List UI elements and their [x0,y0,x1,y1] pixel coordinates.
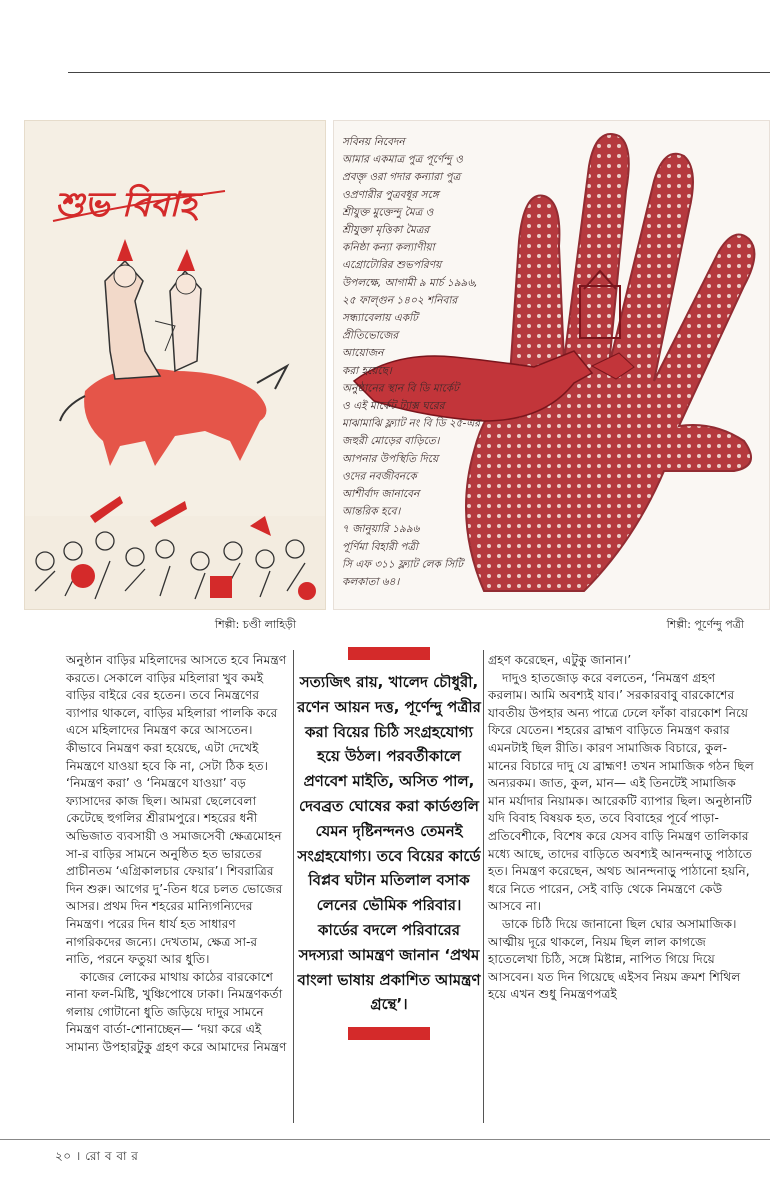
letter-line: কনিষ্ঠা কন্যা কল্যাণীয়া [342,241,435,254]
pull-quote-bottom-bar [348,1027,430,1040]
card-title: শুভ বিবাহ [55,185,197,225]
letter-line: শ্রীযুক্ত মুক্তেন্দু মৈত্র ও [342,206,434,219]
letter-line: উপলক্ষে, আগামী ৯ মার্চ ১৯৯৬, [342,276,478,289]
wedding-card-illustration-right [333,120,770,610]
top-rule [68,72,770,73]
publication-name: রো ব বা র [85,1149,139,1163]
letter-line: মাঝামাঝি ফ্ল্যাট নং বি ডি ২৫-এর [342,417,481,430]
right-paragraph-3: ডাকে চিঠি দিয়ে জানানো ছিল ঘোর অসামাজিক। আত্মীয় দূরে থাকলে, নিয়ম ছিল লাল কাগজে হাতেলেখা চিঠি, সঙ্গে মিষ্টান্ন, নাপিত গিয়ে দিয়ে আসবেন। যত দিন গিয়েছে এইসব নিয়ম ক্রমশ শিথিল হয়ে এখন শুধু নিমন্ত্রণপত্রই [488,916,741,1002]
letter-line: শ্রীযুক্তা মৃত্তিকা মৈত্রর [342,224,430,236]
letter-line: ও এই মার্কেট ট্যাক্স ঘরের [342,400,445,412]
letter-line: আয়োজন [342,347,384,360]
pull-quote-top-bar [348,647,430,660]
letter-line: আশীর্বাদ জানাবেন [342,488,420,500]
letter-line: আপনার উপস্থিতি দিয়ে [342,452,439,465]
wedding-procession-illustration [25,121,325,609]
article-column-left [66,652,288,1057]
pull-quote: সত্যজিৎ রায়, খালেদ চৌধুরী, রণেন আয়ন দত্ত, পূর্ণেন্দু পত্রীর করা বিয়ের চিঠি সংগ্রহযোগ্য হয়ে উঠল। পরবর্তীকালে প্রণবেশ মাইতি, অসিত পাল, দেবব্রত ঘোষের করা কার্ডগুলি যেমন দৃষ্টিনন্দনও তেমনই সংগ্রহযোগ্য। তবে বিয়ের কার্ডে বিপ্লব ঘটান মতিলাল বসাক লেনের ভৌমিক পরিবার। কার্ডের বদলে পরিবারের সদস্যরা আমন্ত্রণ জানান ‘প্রথম বাংলা ভাষায় প্রকাশিত আমন্ত্রণ গ্রন্থে’। [297,673,481,1014]
letter-line: ওদের নবজীবনকে [342,470,417,483]
letter-line: অনুষ্ঠানের স্থান বি ডি মার্কেট [342,382,459,395]
hand-and-bird-illustration [334,121,769,609]
column-divider-right [483,650,484,1123]
bottom-rule [0,1139,770,1140]
letter-line: ওপ্রণারীর পুত্রবধূর সঙ্গে [342,188,439,201]
right-paragraph-1: গ্রহণ করেছেন, এটুকু জানান।’ [488,653,632,667]
letter-line: আমার একমাত্র পুত্র পূর্ণেন্দু ও [342,153,463,166]
letter-line: সবিনয় নিবেদন [342,136,405,148]
pull-quote-box [297,647,481,1040]
page-footer [55,1148,138,1168]
letter-line: জহুরী মোড়ের বাড়িতে। [342,435,440,448]
letter-line: প্রীতিভোজের [342,329,399,342]
letter-line: করা হয়েছে। [342,364,392,377]
letter-line: ৭ জানুয়ারি ১৯৯৬ [342,523,420,536]
left-paragraph-1: অনুষ্ঠান বাড়ির মহিলাদের আসতে হবে নিমন্ত্রণ করতে। সেকালে বাড়ির মহিলারা খুব কমই বাড়ির বাইরে বের হতেন। তবে নিমন্ত্রণের ব্যাপার থাকলে, বাড়ির মহিলারা পালকি করে এসে মহিলাদের নিমন্ত্রণ করে আসতেন। কীভাবে নিমন্ত্রণ করা হয়েছে, এটা দেখেই নিমন্ত্রণে যাওয়া হবে কি না, সেটা ঠিক হত। ‘নিমন্ত্রণ করা’ ও ‘নিমন্ত্রণে যাওয়া’ বড় ফ্যাসাদের কাজ ছিল। আমরা ছেলেবেলা কেটেছে হুগলির শ্রীরামপুরে। শহরের ধনী অভিজাত ব্যবসায়ী ও সমাজসেবী ক্ষেত্রমোহন সা-র বাড়ির সামনে অনুষ্ঠিত হত ভারতের প্রাচীনতম ‘এগ্রিকালচার ফেয়ার’। শিবরাত্রির দিন শুরু। আগের দু’-তিন ধরে চলত ভোজের আসর। প্রথম দিন শহরের মান্যিগন্যিদের নিমন্ত্রণ। পরের দিন ধার্য হত সাধারণ নাগরিকদের জন্যে। দেখতাম, ক্ষেত্র সা-র নাতি, পরনে ফতুয়া আর ধুতি। [66,653,287,967]
letter-line: আন্তরিক হবে। [342,505,401,518]
right-artwork-caption: শিল্পী: পূর্ণেন্দু পত্রী [666,618,744,631]
left-artwork-caption: শিল্পী: চণ্ডী লাহিড়ী [214,618,296,631]
letter-line: এগ্রোটোরির শুভপরিণয় [342,259,442,272]
letter-line: কলকাতা ৬৪। [342,576,400,588]
right-paragraph-2: দাদুও হাতজোড় করে বলতেন, ‘নিমন্ত্রণ গ্রহণ করলাম। আমি অবশ্যই যাব।’ সরকারবাবু বারকোশের যাবতীয় উপহার অন্য পাত্রে ঢেলে ফাঁকা বারকোশ নিয়ে ফিরে যেতেন। শহরের ব্রাহ্মণ বাড়িতে নিমন্ত্রণ করার এমনটাই ছিল রীতি। কারণ সামাজিক বিচারে, কুল-মানের বিচারে দাদু যে ব্রাহ্মণ! তখন সামাজিক গঠন ছিল অন্যরকম। জাত, কুল, মান— এই তিনটেই সামাজিক মান মর্যাদার নিয়ামক। আরেকটি ব্যাপার ছিল। অনুষ্ঠানটি যদি বিবাহ বিষয়ক হত, তবে বিবাহের পূর্বে পাড়া-প্রতিবেশীকে, বিশেষ করে যেসব বাড়ি নিমন্ত্রণ তালিকার মধ্যে আছে, তাদের বাড়িতে অবশ্যই আনন্দনাড়ু পাঠাতে হত। নিমন্ত্রণ করেছেন, অথচ আনন্দনাড়ু পাঠানো হয়নি, ধরে নিতে পারেন, সেই বাড়ি থেকে নিমন্ত্রণে কেউ আসবে না। [488,670,754,914]
left-paragraph-2: কাজের লোকের মাথায় কাঠের বারকোশে নানা ফল-মিষ্টি, খুঞ্চিপোষে ঢাকা। নিমন্ত্রণকর্তা গলায় গোটানো ধুতি জড়িয়ে দাদুর সামনে নিমন্ত্রণ বার্তা-শোনাচ্ছেন— ‘দয়া করে এই সামান্য উপহারটুকু গ্রহণ করে আমাদের নিমন্ত্রণ [66,969,287,1055]
page-number: ২০ [55,1149,72,1163]
article-column-right [488,652,754,1004]
letter-line: সন্ধ্যাবেলায় একটি [342,312,418,324]
wedding-card-illustration-left [24,120,326,610]
footer-separator: । [75,1149,81,1163]
letter-line: প্রবক্তৃ ওরা গদার কন্যারা পুত্র [342,171,461,184]
letter-line: সি এফ ৩১১ ফ্ল্যাট লেক সিটি [342,558,463,571]
letter-line: ২৫ ফাল্গুন ১৪০২ শনিবার [342,294,458,307]
letter-line: পূর্ণিমা বিহারী পত্রী [342,540,419,553]
